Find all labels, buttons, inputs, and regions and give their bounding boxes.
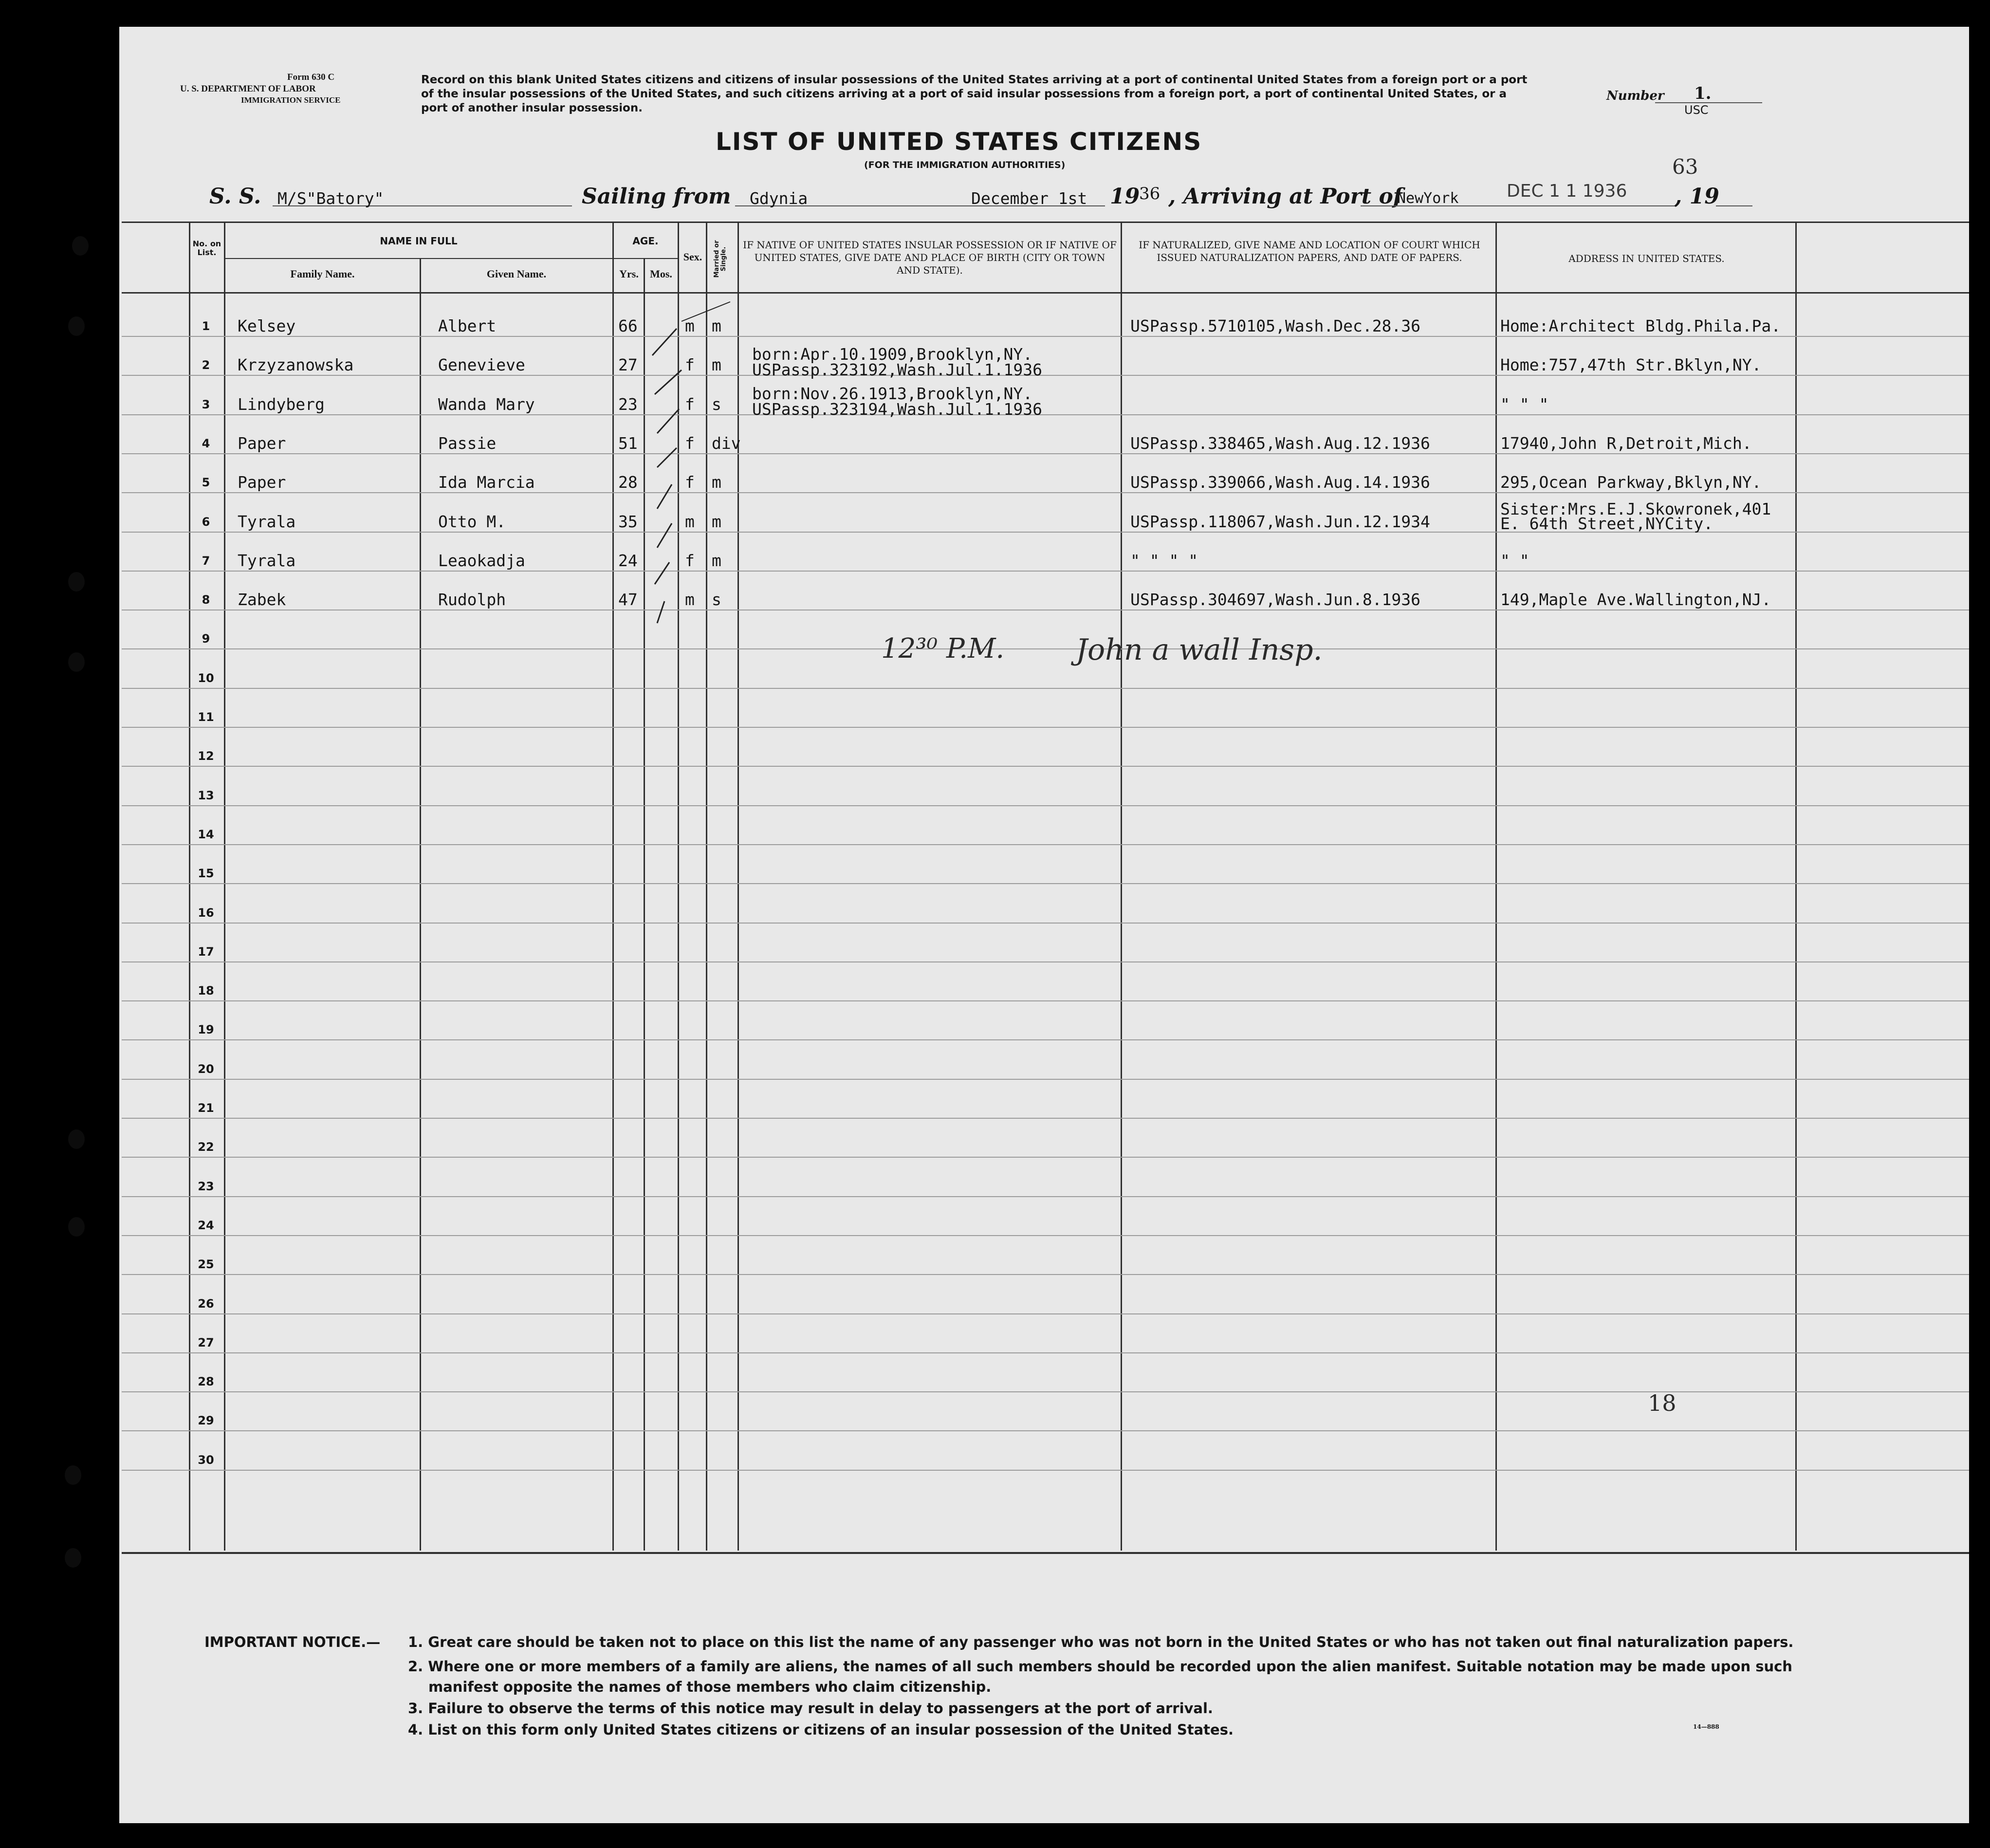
page-count: 18: [1648, 1390, 1677, 1416]
given-name: Ida Marcia: [438, 473, 535, 492]
sex: f: [685, 355, 695, 374]
sex: m: [685, 512, 695, 531]
naturalization: USPassp.304697,Wash.Jun.8.1936: [1130, 590, 1421, 609]
address: 149,Maple Ave.Wallington,NJ.: [1500, 590, 1771, 609]
row-number: 8: [202, 593, 210, 607]
row-number: 24: [198, 1219, 214, 1232]
sex: f: [685, 551, 695, 570]
punch-hole: [65, 1548, 81, 1568]
year-prefix: 19: [1110, 184, 1140, 209]
col-no: No. on List.: [192, 239, 221, 257]
punch-hole: [65, 1465, 81, 1485]
year-suffix: 36: [1139, 184, 1161, 203]
address-line-2: E. 64th Street,NYCity.: [1500, 514, 1714, 533]
year2-line: [1716, 205, 1752, 206]
row-number: 4: [202, 437, 210, 450]
col-mos: Mos.: [650, 268, 672, 280]
row-number: 3: [202, 398, 210, 411]
age-years: 51: [618, 434, 638, 453]
service: IMMIGRATION SERVICE: [241, 95, 341, 105]
tick-mark: [655, 562, 669, 584]
row-rule: [122, 1196, 1969, 1197]
tick-mark: [682, 302, 730, 321]
address: Home:Architect Bldg.Phila.Pa.: [1500, 316, 1781, 335]
sex: m: [685, 316, 695, 335]
number-value: 1.: [1694, 84, 1712, 103]
number-label: Number: [1606, 89, 1664, 103]
family-name: Paper: [238, 434, 286, 453]
col-divider: [189, 222, 190, 1551]
given-name: Albert: [438, 316, 497, 335]
row-rule: [122, 766, 1969, 767]
row-number: 5: [202, 476, 210, 489]
family-name: Lindyberg: [238, 395, 325, 414]
col-divider: [1795, 222, 1797, 1551]
row-number: 20: [198, 1062, 214, 1076]
tick-mark: [657, 601, 664, 623]
marital-status: m: [712, 551, 721, 570]
row-rule: [122, 727, 1969, 728]
row-number: 21: [198, 1101, 214, 1115]
sailing-from: Gdynia: [750, 189, 808, 208]
row-rule: [122, 688, 1969, 689]
row-number: 18: [198, 984, 214, 998]
row-rule: [122, 492, 1969, 493]
family-name: Kelsey: [238, 316, 296, 335]
row-number: 29: [198, 1414, 214, 1427]
row-rule: [122, 1470, 1969, 1471]
notice-item-3: 3. Failure to observe the terms of this notice may result in delay to passengers at the port of arrival.: [408, 1700, 1213, 1717]
row-number: 23: [198, 1180, 214, 1193]
given-name: Leaokadja: [438, 551, 525, 570]
col-divider: [1495, 222, 1497, 1551]
row-number: 17: [198, 945, 214, 959]
punch-hole: [68, 1129, 85, 1149]
header-rule: [122, 292, 1969, 294]
col-naturalized: IF NATURALIZED, GIVE NAME AND LOCATION OF COURT WHICH ISSUED NATURALIZATION PAPERS, AND DATE OF PAPERS.: [1139, 239, 1480, 263]
sex: f: [685, 473, 695, 492]
age-years: 35: [618, 512, 638, 531]
naturalization: USPassp.118067,Wash.Jun.12.1934: [1130, 512, 1430, 531]
row-rule: [122, 1274, 1969, 1275]
row-number: 2: [202, 358, 210, 372]
page-subtitle: (FOR THE IMMIGRATION AUTHORITIES): [864, 160, 1066, 170]
row-number: 1: [202, 319, 210, 333]
marital-status: m: [712, 512, 721, 531]
row-rule: [122, 1391, 1969, 1392]
col-married: Married or Single.: [713, 240, 727, 278]
family-name: Tyrala: [238, 551, 296, 570]
row-number: 30: [198, 1453, 214, 1467]
given-name: Rudolph: [438, 590, 506, 609]
row-number: 6: [202, 515, 210, 529]
row-number: 25: [198, 1257, 214, 1271]
page-mark: 63: [1672, 155, 1698, 179]
address: " ": [1500, 551, 1529, 570]
row-rule: [122, 883, 1969, 884]
sex: f: [685, 395, 695, 414]
manifest-table: [122, 222, 1969, 1554]
row-number: 12: [198, 749, 214, 763]
arriving-label: , Arriving at Port of: [1168, 184, 1402, 209]
row-rule: [122, 961, 1969, 962]
tick-mark: [657, 523, 672, 548]
row-rule: [122, 1157, 1969, 1158]
age-years: 24: [618, 551, 638, 570]
marital-status: s: [712, 590, 721, 609]
birth-info: born:Nov.26.1913,Brooklyn,NY.: [752, 384, 1033, 403]
row-number: 11: [198, 710, 214, 724]
arrival-port: NewYork: [1397, 190, 1459, 207]
year2: , 19: [1675, 184, 1719, 209]
row-rule: [122, 1352, 1969, 1353]
col-address: ADDRESS IN UNITED STATES.: [1568, 253, 1725, 264]
page-title: LIST OF UNITED STATES CITIZENS: [716, 128, 1202, 156]
punch-hole: [68, 572, 85, 591]
row-number: 9: [202, 632, 210, 646]
notice-item-4: 4. List on this form only United States citizens or citizens of an insular possession of the United States.: [408, 1721, 1234, 1738]
col-name-in-full: NAME IN FULL: [380, 235, 458, 247]
row-rule: [122, 1313, 1969, 1314]
col-family: Family Name.: [290, 268, 355, 280]
marital-status: div: [712, 434, 741, 453]
arrival-stamp: DEC 1 1 1936: [1507, 181, 1627, 201]
row-rule: [122, 844, 1969, 845]
birth-passport: USPassp.323192,Wash.Jul.1.1936: [752, 360, 1043, 379]
inspector-signature: John a wall Insp.: [1076, 633, 1323, 667]
row-number: 22: [198, 1140, 214, 1154]
col-yrs: Yrs.: [619, 268, 639, 280]
sex: m: [685, 590, 695, 609]
given-name: Genevieve: [438, 355, 525, 374]
row-rule: [122, 375, 1969, 376]
col-divider: [224, 222, 225, 1551]
form-number: Form 630 C: [287, 72, 335, 82]
notice-item-1: 1. Great care should be taken not to place on this list the name of any passenger who was not born in the United States or who has not taken out final naturalization papers.: [408, 1634, 1794, 1650]
row-number: 15: [198, 867, 214, 880]
row-number: 10: [198, 671, 214, 685]
row-rule: [122, 923, 1969, 924]
given-name: Wanda Mary: [438, 395, 535, 414]
age-years: 27: [618, 355, 638, 374]
ss-label: S. S.: [209, 184, 261, 209]
birth-passport: USPassp.323194,Wash.Jul.1.1936: [752, 400, 1043, 419]
tick-mark: [655, 370, 682, 394]
department: U. S. DEPARTMENT OF LABOR: [180, 84, 316, 94]
given-name: Passie: [438, 434, 497, 453]
row-rule: [122, 1235, 1969, 1236]
row-rule: [122, 648, 1969, 649]
intro-text: Record on this blank United States citizens and citizens of insular possessions of the United States arriving at a port of continental United States from a foreign port or a port of the insular possessions of the United States, and such citizens arriving at a port of said insular possessions from a foreign port, a port of continental United States, or a port of another insular possession.: [421, 74, 1528, 114]
tick-mark: [657, 409, 679, 433]
row-rule: [122, 805, 1969, 806]
row-rule: [122, 1000, 1969, 1001]
row-number: 14: [198, 828, 214, 841]
notice-code: 14—888: [1693, 1723, 1719, 1730]
punch-hole: [68, 652, 85, 672]
address: 295,Ocean Parkway,Bklyn,NY.: [1500, 473, 1762, 492]
address: Home:757,47th Str.Bklyn,NY.: [1500, 355, 1762, 374]
row-rule: [122, 1079, 1969, 1080]
punch-hole: [68, 316, 85, 336]
col-sex: Sex.: [683, 251, 702, 263]
tick-mark: [657, 448, 677, 467]
col-age: AGE.: [632, 235, 659, 247]
ship-name: M/S"Batory": [277, 189, 384, 208]
row-number: 16: [198, 906, 214, 920]
marital-status: m: [712, 316, 721, 335]
number-sub: USC: [1684, 103, 1709, 117]
notice-item-2-cont: manifest opposite the names of those members who claim citizenship.: [428, 1679, 992, 1695]
row-number: 13: [198, 789, 214, 802]
marital-status: m: [712, 473, 721, 492]
row-number: 26: [198, 1297, 214, 1311]
age-years: 47: [618, 590, 638, 609]
row-number: 19: [198, 1023, 214, 1036]
row-number: 28: [198, 1375, 214, 1388]
col-native: IF NATIVE OF UNITED STATES INSULAR POSSESSION OR IF NATIVE OF UNITED STATES, GIVE DATE AND PLACE OF BIRTH (CITY OR TOWN AND STATE).: [743, 239, 1117, 276]
tick-mark: [657, 484, 672, 509]
sail-date: December 1st: [971, 189, 1087, 208]
row-number: 27: [198, 1336, 214, 1349]
col-given: Given Name.: [486, 268, 547, 280]
row-number: 7: [202, 554, 210, 568]
row-rule: [122, 1430, 1969, 1431]
family-name: Tyrala: [238, 512, 296, 531]
address: 17940,John R,Detroit,Mich.: [1500, 434, 1752, 453]
family-name: Paper: [238, 473, 286, 492]
marital-status: m: [712, 355, 721, 374]
row-rule: [122, 1118, 1969, 1119]
punch-hole: [72, 236, 89, 256]
row-rule: [122, 571, 1969, 572]
row-rule: [122, 414, 1969, 415]
birth-info: born:Apr.10.1909,Brooklyn,NY.: [752, 345, 1033, 364]
given-name: Otto M.: [438, 512, 506, 531]
address: " " ": [1500, 395, 1549, 414]
row-rule: [122, 336, 1969, 337]
col-divider: [420, 258, 421, 1551]
age-years: 28: [618, 473, 638, 492]
naturalization: USPassp.338465,Wash.Aug.12.1936: [1130, 434, 1430, 453]
family-name: Zabek: [238, 590, 286, 609]
age-years: 23: [618, 395, 638, 414]
row-rule: [122, 453, 1969, 454]
address: Sister:Mrs.E.J.Skowronek,401: [1500, 499, 1771, 518]
age-years: 66: [618, 316, 638, 335]
tick-mark: [652, 329, 677, 355]
age-rule: [612, 258, 678, 259]
col-divider: [1121, 222, 1122, 1551]
naturalization: " " " ": [1130, 551, 1198, 570]
tick-marks: [643, 292, 740, 633]
sex: f: [685, 434, 695, 453]
row-rule: [122, 1039, 1969, 1040]
marital-status: s: [712, 395, 721, 414]
naturalization: USPassp.5710105,Wash.Dec.28.36: [1130, 316, 1421, 335]
family-name: Krzyzanowska: [238, 355, 354, 374]
handwritten-time: 12³⁰ P.M.: [881, 633, 1005, 665]
name-header-rule: [224, 258, 677, 259]
naturalization: USPassp.339066,Wash.Aug.14.1936: [1130, 473, 1430, 492]
col-divider: [612, 222, 614, 1551]
notice-heading: IMPORTANT NOTICE.—: [204, 1634, 381, 1650]
notice-item-2: 2. Where one or more members of a family are aliens, the names of all such members should be recorded upon the alien manifest. Suitable notation may be made upon such: [408, 1658, 1792, 1675]
sailing-label: Sailing from: [582, 184, 731, 209]
punch-hole: [68, 1217, 85, 1237]
